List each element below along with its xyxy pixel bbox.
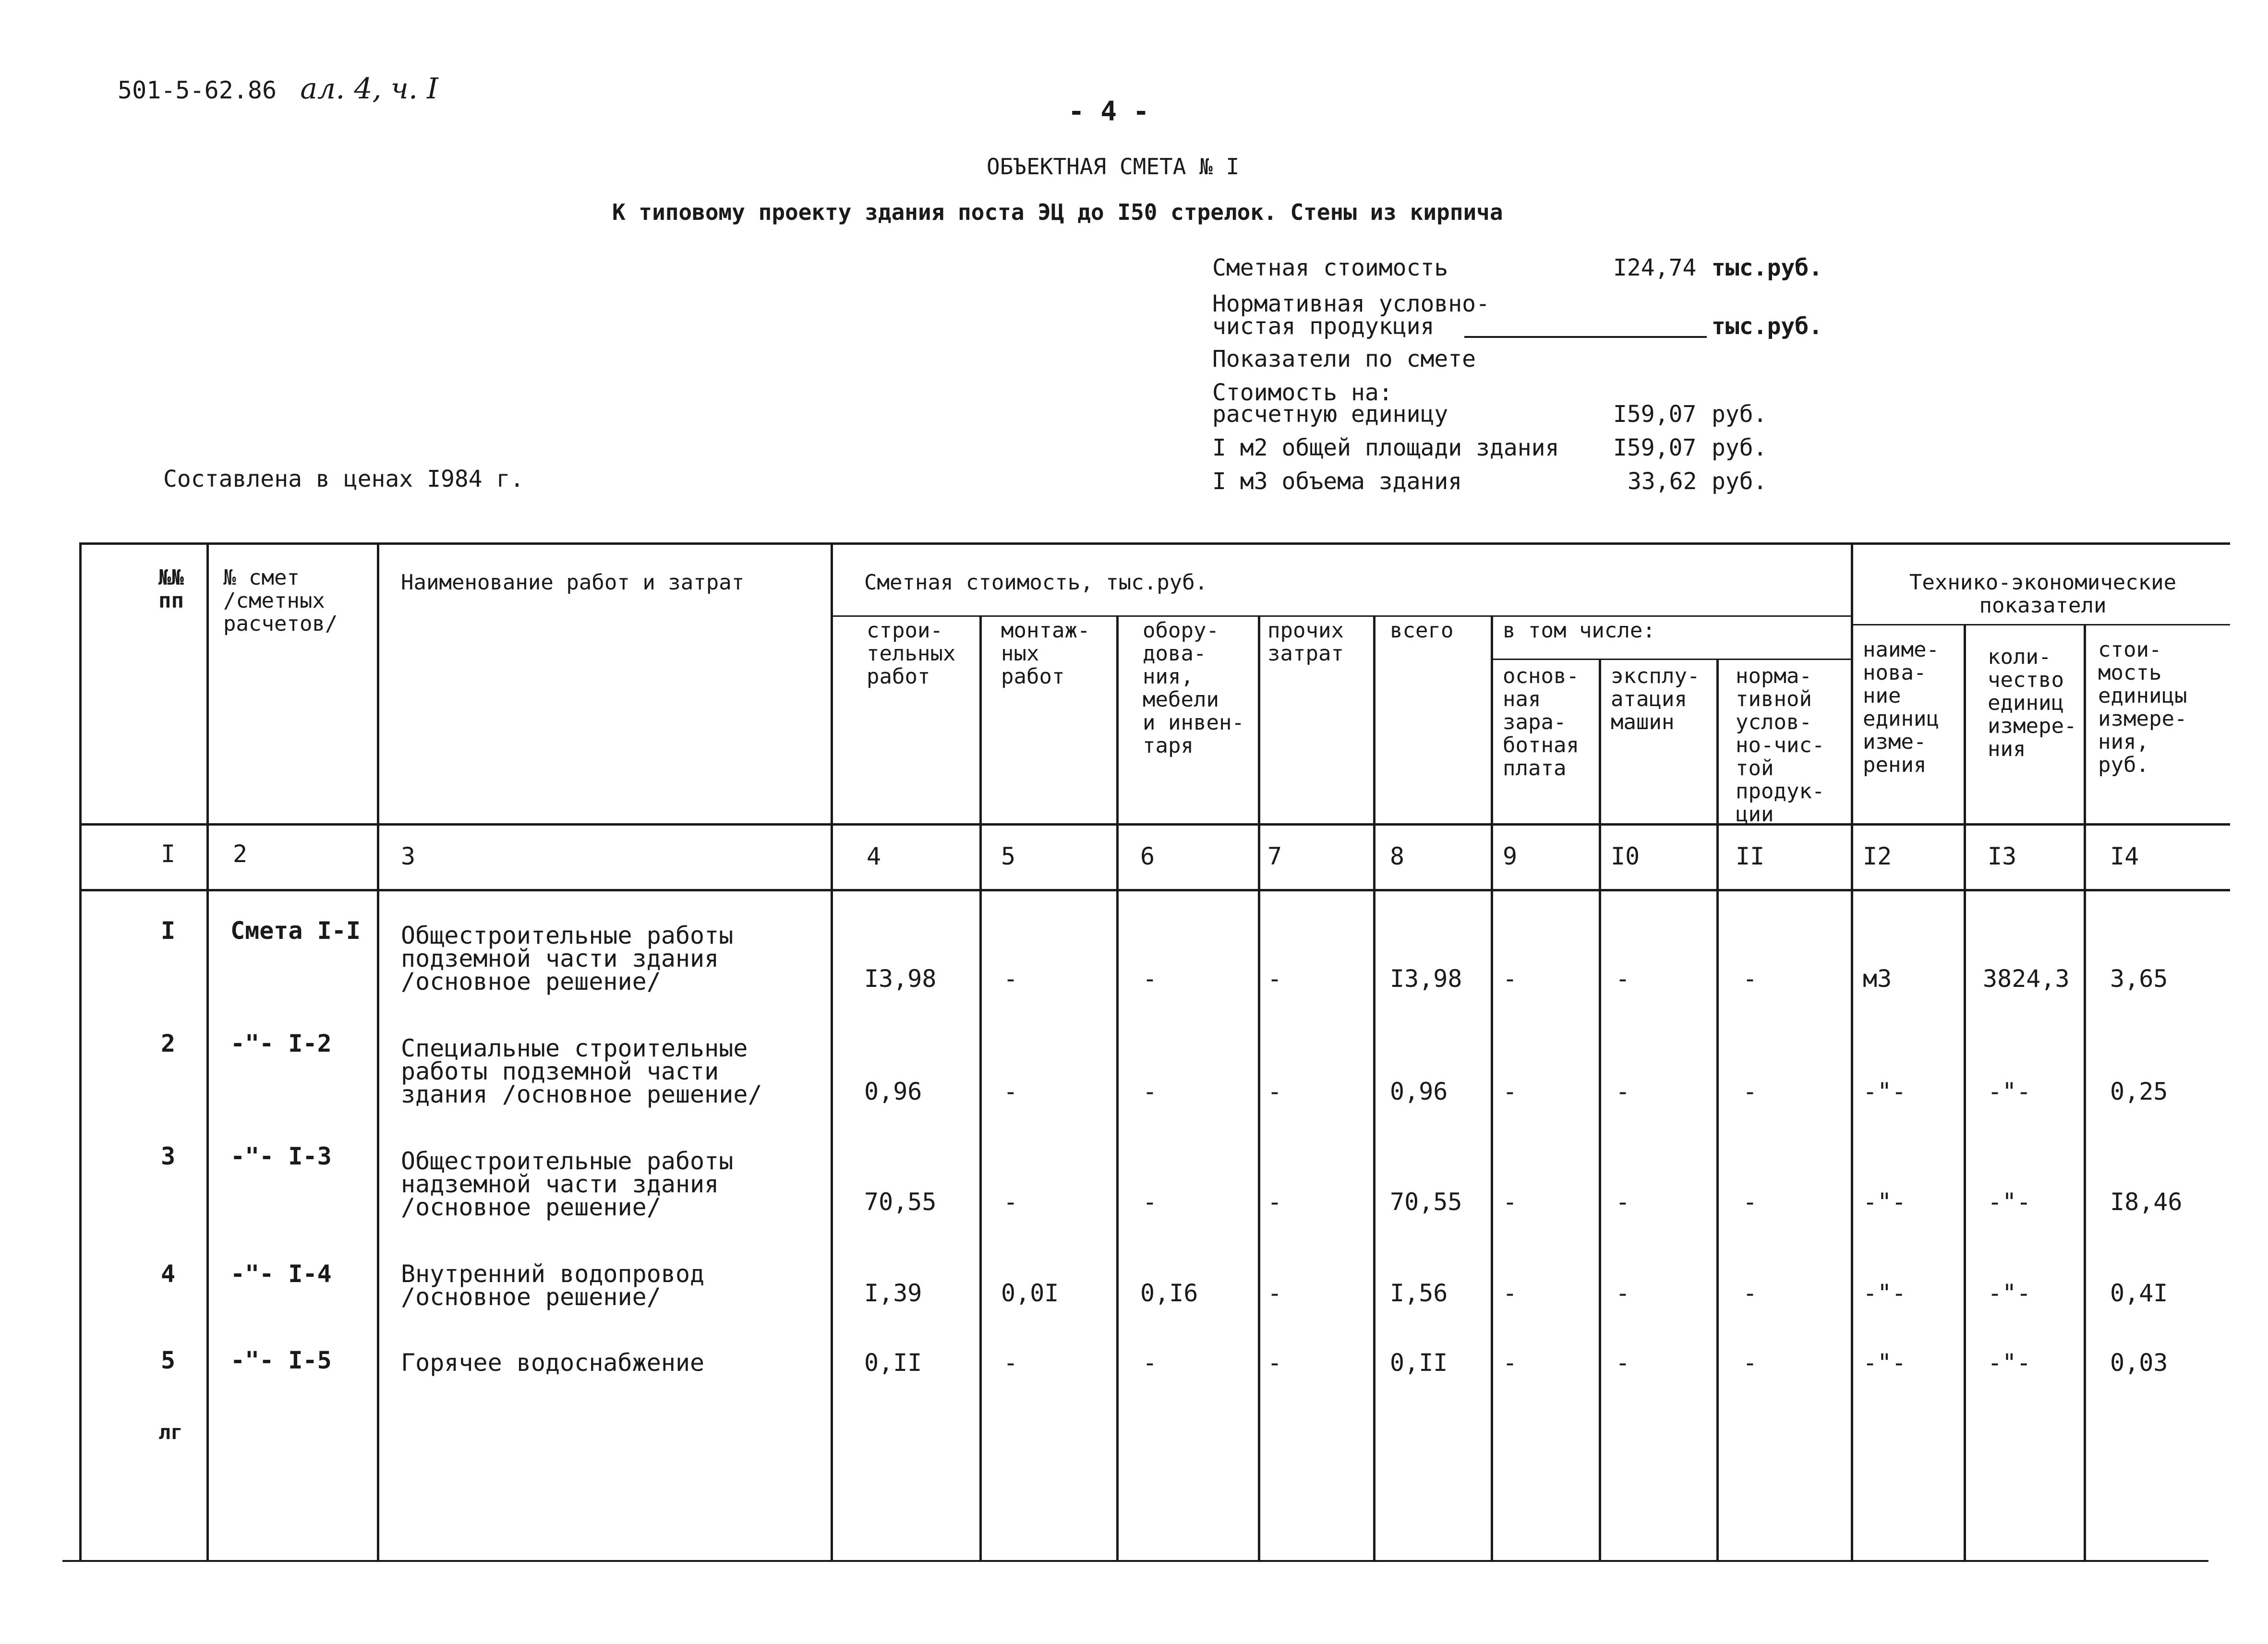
m2-unit: руб. (1712, 434, 1767, 461)
row-unit-cost: 3,65 (2110, 965, 2168, 993)
row-normative: - (1743, 1349, 1758, 1377)
col-border-13 (2084, 624, 2086, 1560)
header-construction: строи- тельных работ (867, 618, 956, 689)
header-equipment: обору- дова- ния, мебели и инвен- таря (1143, 618, 1244, 758)
row-work-name: Специальные строительные работы подземной части здания /основное решение/ (401, 1034, 762, 1108)
row-unit-name: -"- (1863, 1078, 1906, 1105)
row-machines: - (1616, 1078, 1630, 1105)
col-border-7 (1373, 615, 1375, 1560)
row-unit-qty: -"- (1988, 1349, 2031, 1377)
row-total: I,56 (1390, 1279, 1448, 1307)
row-normative: - (1743, 965, 1758, 993)
tech-group-underline (1851, 624, 2230, 625)
col-border-0 (79, 542, 82, 1560)
prices-note: Составлена в ценах I984 г. (163, 466, 524, 492)
row-total: 0,96 (1390, 1078, 1448, 1105)
estimate-value: I24,74 (1613, 254, 1697, 281)
doc-note-handwritten: ал. 4, ч. I (300, 72, 438, 106)
row-normative: - (1743, 1188, 1758, 1216)
row-construction: 0,96 (864, 1078, 922, 1105)
document-subtitle: К типовому проекту здания поста ЭЦ до I50 стрелок. Стены из кирпича (612, 199, 1503, 225)
header-unit-name: наиме- нова- ние единиц изме- рения (1863, 637, 1939, 777)
col-border-3 (831, 542, 833, 1560)
row-number: 4 (161, 1260, 176, 1288)
row-unit-name: -"- (1863, 1279, 1906, 1307)
header-estimate-ref: № смет /сметных расчетов/ (223, 565, 338, 636)
col-number-6: 6 (1140, 842, 1155, 870)
col-number-7: 7 (1267, 842, 1282, 870)
col-number-2: 2 (233, 840, 248, 868)
col-number-4: 4 (867, 842, 881, 870)
row-normative: - (1743, 1279, 1758, 1307)
row-number: 5 (161, 1346, 176, 1374)
cost-group-underline (831, 615, 1853, 617)
row-other: - (1267, 1349, 1282, 1377)
col-number-14: I4 (2110, 842, 2139, 870)
col-number-11: II (1736, 842, 1765, 870)
row-installation: - (1003, 1078, 1018, 1105)
row-base-salary: - (1503, 1349, 1518, 1377)
col-number-8: 8 (1390, 842, 1405, 870)
header-row-number: №№ пп (158, 565, 184, 613)
header-machines: эксплу- атация машин (1611, 664, 1700, 734)
col-number-1: I (161, 840, 176, 868)
cost-per-unit: руб. (1712, 401, 1767, 428)
row-base-salary: - (1503, 1279, 1518, 1307)
header-tech-group: Технико-экономические показатели (1909, 570, 2177, 618)
m3-label: I м3 объема здания (1212, 468, 1462, 495)
col-border-11 (1851, 542, 1853, 1560)
row-normative: - (1743, 1078, 1758, 1105)
row-other: - (1267, 965, 1282, 993)
col-number-9: 9 (1503, 842, 1518, 870)
header-cost-group: Сметная стоимость, тыс.руб. (864, 570, 1208, 595)
row-installation: - (1003, 1188, 1018, 1216)
row-base-salary: - (1503, 965, 1518, 993)
header-unit-qty: коли- чество единиц измере- ния (1988, 645, 2077, 761)
row-base-salary: - (1503, 1188, 1518, 1216)
row-unit-name: -"- (1863, 1188, 1906, 1216)
row-base-salary: - (1503, 1078, 1518, 1105)
row-work-name: Общестроительные работы подземной части здания /основное решение/ (401, 922, 734, 996)
indicators-label: Показатели по смете (1212, 346, 1476, 372)
m3-unit: руб. (1712, 468, 1767, 495)
col-border-9 (1599, 659, 1601, 1560)
col-number-3: 3 (401, 842, 416, 870)
row-unit-qty: -"- (1988, 1188, 2031, 1216)
row-construction: 70,55 (864, 1188, 937, 1216)
row-unit-cost: 0,4I (2110, 1279, 2168, 1307)
row-equipment: - (1143, 1349, 1158, 1377)
col-border-2 (377, 542, 379, 1560)
row-estimate-ref: -"- I-2 (230, 1030, 332, 1057)
row-installation: - (1003, 965, 1018, 993)
cost-per-label-1: Стоимость на: (1212, 379, 1393, 406)
row-unit-cost: 0,03 (2110, 1349, 2168, 1377)
row-installation: 0,0I (1001, 1279, 1059, 1307)
col-border-1 (206, 542, 209, 1560)
row-unit-qty: 3824,3 (1983, 965, 2070, 993)
row-installation: - (1003, 1349, 1018, 1377)
row-estimate-ref: -"- I-3 (230, 1142, 332, 1170)
row-unit-cost: I8,46 (2110, 1188, 2183, 1216)
page-number: - 4 - (1068, 96, 1149, 127)
col-border-4 (979, 615, 982, 1560)
row-number: I (161, 917, 176, 945)
row-number: 2 (161, 1030, 176, 1057)
col-border-8 (1491, 615, 1493, 1560)
m2-label: I м2 общей площади здания (1212, 434, 1559, 461)
normative-unit: тыс.руб. (1712, 313, 1823, 340)
row-construction: I3,98 (864, 965, 937, 993)
incl-group-underline (1491, 659, 1853, 660)
col-border-5 (1116, 615, 1119, 1560)
row-estimate-ref: Смета I-I (230, 917, 361, 945)
col-border-12 (1964, 624, 1966, 1560)
row-equipment: - (1143, 1078, 1158, 1105)
document-title: ОБЪЕКТНАЯ СМЕТА № I (987, 154, 1240, 180)
col-number-12: I2 (1863, 842, 1892, 870)
header-installation: монтаж- ных работ (1001, 618, 1090, 689)
cost-per-label-2: расчетную единицу (1212, 401, 1448, 428)
row-total: 0,II (1390, 1349, 1448, 1377)
row-number: 3 (161, 1142, 176, 1170)
header-normative: норма- тивной услов- но-чис- той продук- ции (1736, 664, 1825, 827)
header-other: прочих затрат (1267, 618, 1344, 666)
row-other: - (1267, 1279, 1282, 1307)
col-border-6 (1258, 615, 1260, 1560)
row-work-name: Внутренний водопровод /основное решение/ (401, 1260, 705, 1311)
row-machines: - (1616, 965, 1630, 993)
normative-label-1: Нормативная условно- (1212, 290, 1490, 317)
header-unit-cost: стои- мость единицы измере- ния, руб. (2098, 637, 2187, 777)
row-construction: I,39 (864, 1279, 922, 1307)
row-unit-name: м3 (1863, 965, 1892, 993)
row-work-name: Общестроительные работы надземной части здания /основное решение/ (401, 1147, 734, 1221)
footer-mark: лг (158, 1420, 183, 1444)
row-unit-qty: -"- (1988, 1078, 2031, 1105)
header-total: всего (1390, 618, 1454, 643)
row-work-name: Горячее водоснабжение (401, 1349, 705, 1377)
header-bottom-line (79, 823, 2230, 826)
row-unit-cost: 0,25 (2110, 1078, 2168, 1105)
row-other: - (1267, 1078, 1282, 1105)
col-number-10: I0 (1611, 842, 1640, 870)
table-top-line (79, 542, 2230, 545)
row-unit-qty: -"- (1988, 1279, 2031, 1307)
row-equipment: - (1143, 1188, 1158, 1216)
doc-code-text: 501-5-62.86 (118, 76, 277, 104)
row-unit-name: -"- (1863, 1349, 1906, 1377)
row-machines: - (1616, 1349, 1630, 1377)
col-numbers-bottom-line (79, 889, 2230, 891)
row-estimate-ref: -"- I-5 (230, 1346, 332, 1374)
header-work-name: Наименование работ и затрат (401, 570, 745, 595)
col-number-13: I3 (1988, 842, 2017, 870)
m3-value: 33,62 (1628, 468, 1697, 495)
row-total: I3,98 (1390, 965, 1462, 993)
normative-label-2: чистая продукция (1212, 313, 1435, 340)
row-other: - (1267, 1188, 1282, 1216)
row-equipment: - (1143, 965, 1158, 993)
col-number-5: 5 (1001, 842, 1016, 870)
m2-value: I59,07 (1613, 434, 1697, 461)
estimate-label: Сметная стоимость (1212, 254, 1448, 281)
header-base-salary: основ- ная зара- ботная плата (1503, 664, 1579, 780)
col-border-10 (1716, 659, 1719, 1560)
estimate-unit: тыс.руб. (1712, 254, 1823, 281)
row-total: 70,55 (1390, 1188, 1462, 1216)
row-equipment: 0,I6 (1140, 1279, 1198, 1307)
cost-per-value: I59,07 (1613, 401, 1697, 428)
row-machines: - (1616, 1188, 1630, 1216)
table-bottom-line (62, 1560, 2208, 1562)
header-incl-group: в том числе: (1503, 618, 1655, 643)
row-estimate-ref: -"- I-4 (230, 1260, 332, 1288)
row-construction: 0,II (864, 1349, 922, 1377)
row-machines: - (1616, 1279, 1630, 1307)
